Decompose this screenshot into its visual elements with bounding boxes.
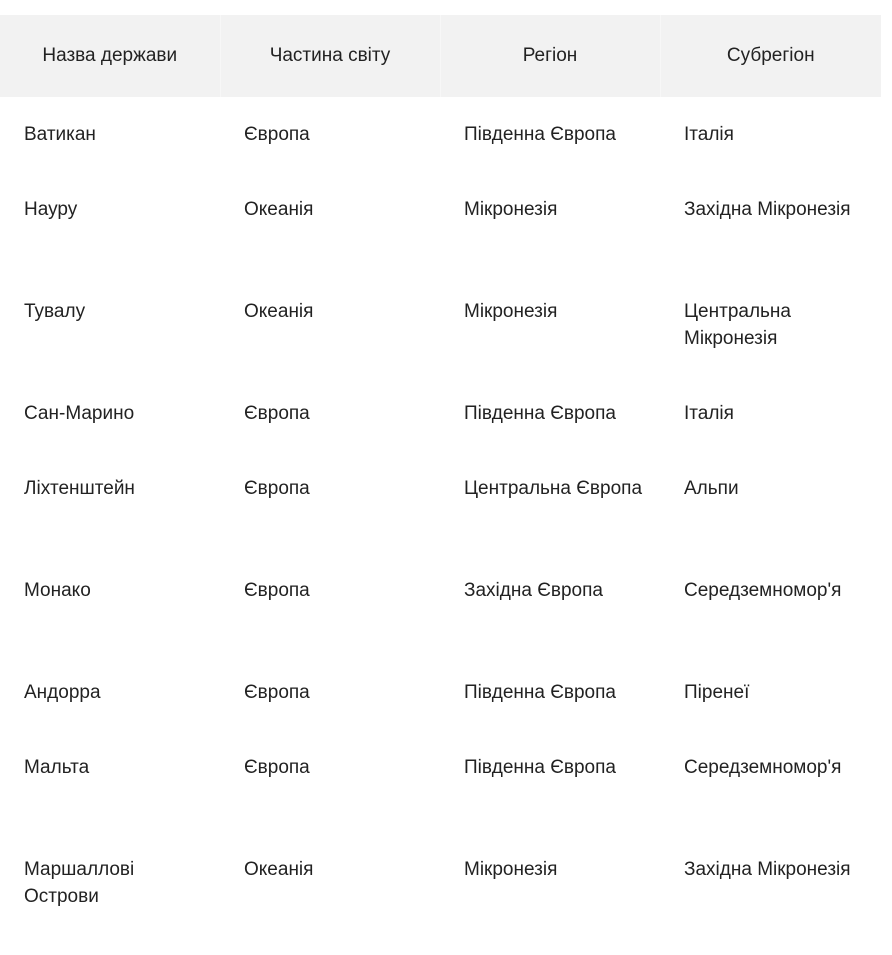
- table-header: [0, 15, 881, 97]
- cell-subregion: Західна Мікронезія: [684, 859, 851, 880]
- cell-country: Маршаллові Острови: [24, 859, 135, 907]
- table-row: [0, 832, 881, 934]
- cell-region: Мікронезія: [464, 859, 558, 880]
- cell-region: Мікронезія: [464, 301, 558, 322]
- cell-country: Науру: [24, 199, 78, 220]
- cell-continent: Океанія: [244, 859, 314, 880]
- cell-region: Південна Європа: [464, 124, 616, 145]
- table-row: [0, 730, 881, 832]
- header-country: Назва держави: [0, 15, 220, 97]
- header-region: Регіон: [440, 15, 660, 97]
- header-subregion: Субрегіон: [660, 15, 881, 97]
- cell-subregion: Середземномор'я: [684, 580, 842, 601]
- cell-continent: Європа: [244, 478, 310, 499]
- cell-continent: Європа: [244, 682, 310, 703]
- cell-subregion: Західна Мікронезія: [684, 199, 851, 220]
- table-row: [0, 553, 881, 655]
- cell-continent: Океанія: [244, 301, 314, 322]
- header-continent: Частина світу: [220, 15, 440, 97]
- cell-country: Андорра: [24, 682, 101, 703]
- table-body: [0, 97, 881, 934]
- cell-country: Ліхтенштейн: [24, 478, 135, 499]
- cell-country: Тувалу: [24, 301, 86, 322]
- table-row: [0, 451, 881, 553]
- table-row: [0, 97, 881, 172]
- header-row: [0, 15, 881, 97]
- cell-region: Мікронезія: [464, 199, 558, 220]
- cell-subregion: Середземномор'я: [684, 757, 842, 778]
- cell-subregion: Центральна Мікронезія: [684, 301, 791, 349]
- countries-table: [0, 15, 881, 934]
- cell-subregion: Італія: [684, 124, 734, 145]
- table-row: [0, 172, 881, 274]
- cell-subregion: Піренеї: [684, 682, 750, 703]
- cell-subregion: Альпи: [684, 478, 739, 499]
- cell-continent: Європа: [244, 757, 310, 778]
- cell-country: Мальта: [24, 757, 90, 778]
- cell-region: Південна Європа: [464, 403, 616, 424]
- table-row: [0, 376, 881, 451]
- table-row: [0, 655, 881, 730]
- cell-country: Монако: [24, 580, 91, 601]
- cell-region: Південна Європа: [464, 682, 616, 703]
- cell-country: Сан-Марино: [24, 403, 135, 424]
- cell-region: Південна Європа: [464, 757, 616, 778]
- cell-subregion: Італія: [684, 403, 734, 424]
- cell-continent: Європа: [244, 124, 310, 145]
- cell-country: Ватикан: [24, 124, 96, 145]
- cell-region: Західна Європа: [464, 580, 603, 601]
- cell-continent: Європа: [244, 580, 310, 601]
- cell-region: Центральна Європа: [464, 478, 643, 499]
- table-row: [0, 274, 881, 376]
- cell-continent: Європа: [244, 403, 310, 424]
- cell-continent: Океанія: [244, 199, 314, 220]
